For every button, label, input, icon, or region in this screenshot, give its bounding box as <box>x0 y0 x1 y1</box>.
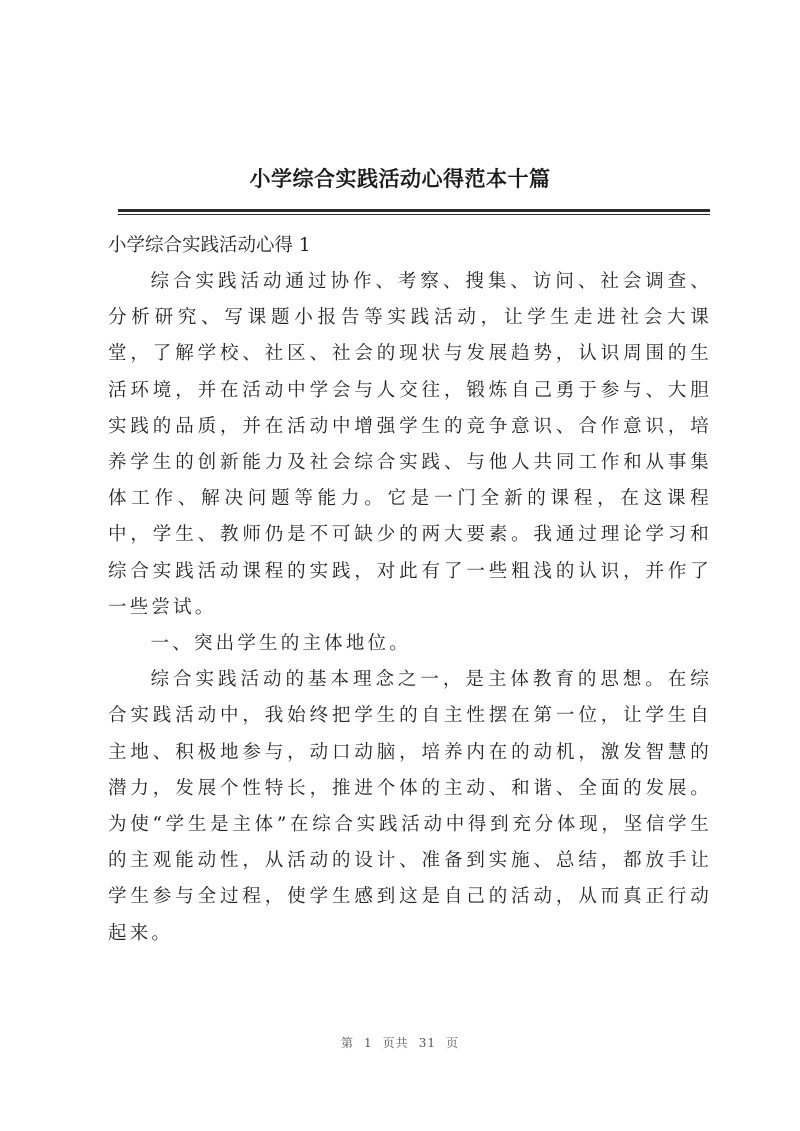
page-label-prefix: 第 <box>341 1036 355 1050</box>
page-label-suffix: 页 <box>445 1036 459 1050</box>
total-pages-number: 31 <box>418 1036 436 1050</box>
section-heading-1: 一、突出学生的主体地位。 <box>150 633 411 655</box>
section-subheading: 小学综合实践活动心得 1 <box>108 235 311 256</box>
title-divider-thick <box>118 209 710 212</box>
title-divider-thin <box>118 214 710 215</box>
page-label-middle: 页共 <box>382 1036 409 1050</box>
document-title: 小学综合实践活动心得范本十篇 <box>249 166 551 191</box>
current-page-number: 1 <box>364 1036 373 1050</box>
body-paragraph-1: 综合实践活动通过协作、考察、搜集、访问、社会调查、分析研究、写课题小报告等实践活动，让学生走进社会大课堂，了解学校、社区、社会的现状与发展趋势，认识周围的生活环境，并在活动中学会与人交往，锻炼自己勇于参与、大胆实践的品质，并在活动中增强学生的竞争意识、合作意识，培养学生的创新能力及社会综合实践、与他人共同工作和从事集体工作、解决问题等能力。它是一门全新的课程，在这课程中，学生、教师仍是不可缺少的两大要素。我通过理论学习和综合实践活动课程的实践，对此有了一些粗浅的认识，并作了一些尝试。 <box>108 271 712 618</box>
page-footer <box>0 1034 800 1051</box>
body-paragraph-2: 综合实践活动的基本理念之一，是主体教育的思想。在综合实践活动中，我始终把学生的自主性摆在第一位，让学生自主地、积极地参与，动口动脑，培养内在的动机，激发智慧的潜力，发展个性特长，推进个体的主动、和谐、全面的发展。为使“学生是主体”在综合实践活动中得到充分体现，坚信学生的主观能动性，从活动的设计、准备到实施、总结，都放手让学生参与全过程，使学生感到这是自己的活动，从而真正行动起来。 <box>108 669 712 944</box>
document-body <box>108 228 712 952</box>
